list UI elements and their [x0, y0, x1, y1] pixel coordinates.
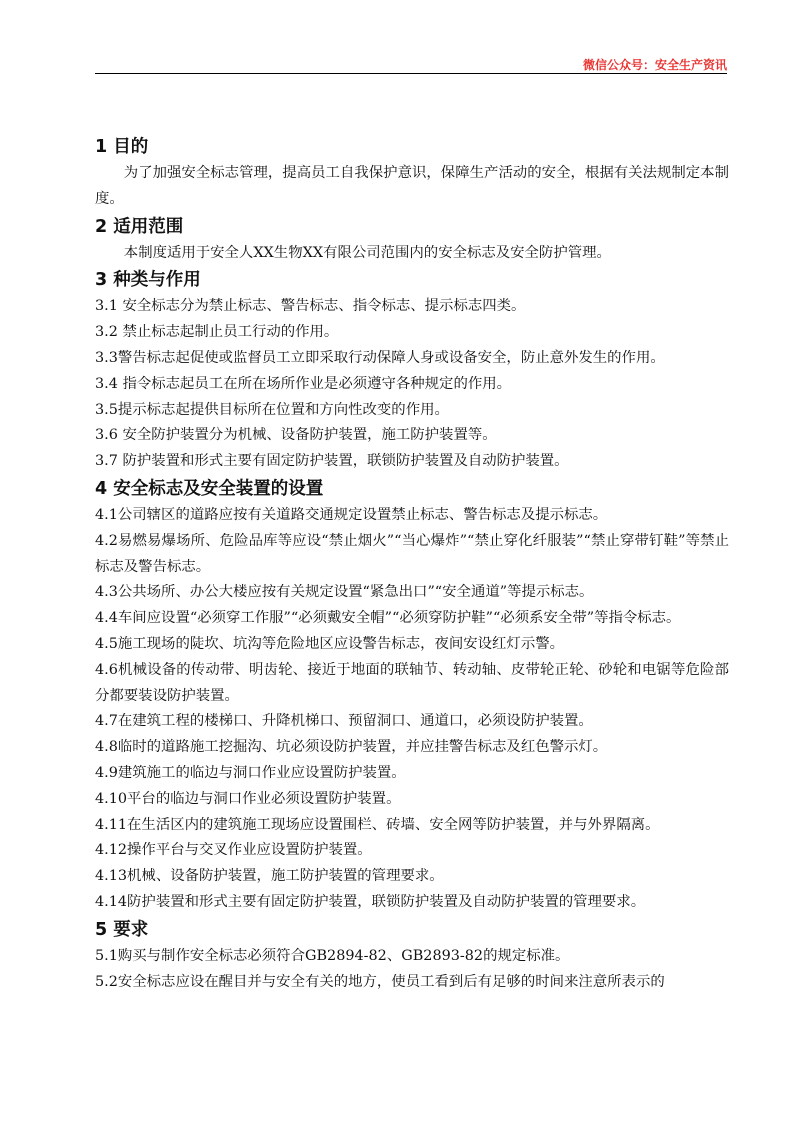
paragraph: 本制度适用于安全人XX生物XX有限公司范围内的安全标志及安全防护管理。 — [123, 244, 611, 261]
paragraph: 3.2 禁止标志起制止员工行动的作用。 — [95, 324, 339, 341]
paragraph: 4.5施工现场的陡坎、坑沟等危险地区应设警告标志，夜间安设红灯示警。 — [95, 635, 564, 652]
section-heading: 1 目的 — [95, 137, 149, 157]
paragraph: 4.7在建筑工程的楼梯口、升降机梯口、预留洞口、通道口，必须设防护装置。 — [95, 713, 593, 730]
paragraph: 为了加强安全标志管理，提高员工自我保护意识，保障生产活动的安全，根据有关法规制定本制度。 — [95, 165, 729, 207]
paragraph: 3.1 安全标志分为禁止标志、警告标志、指令标志、提示标志四类。 — [95, 298, 526, 315]
paragraph: 5.2安全标志应设在醒目并与安全有关的地方，使员工看到后有足够的时间来注意所表示的 — [95, 973, 665, 990]
paragraph: 4.2易燃易爆场所、危险品库等应设“禁止烟火”“当心爆炸”“禁止穿化纤服装”“禁止穿带钉鞋”等禁止标志及警告标志。 — [95, 532, 729, 575]
header-rule — [95, 73, 727, 74]
paragraph: 4.13机械、设备防护装置，施工防护装置的管理要求。 — [95, 868, 444, 885]
paragraph: 4.4车间应设置“必须穿工作服”“必须戴安全帽”“必须穿防护鞋”“必须系安全带”等指令标志。 — [95, 610, 681, 627]
section-heading: 3 种类与作用 — [95, 270, 201, 291]
paragraph: 3.4 指令标志起员工在所在场所作业是必须遵守各种规定的作用。 — [95, 375, 512, 392]
section-heading: 5 要求 — [95, 919, 149, 940]
section-heading: 2 适用范围 — [95, 216, 184, 237]
paragraph: 3.5提示标志起提供目标所在位置和方向性改变的作用。 — [95, 401, 449, 418]
section-heading: 4 安全标志及安全装置的设置 — [95, 478, 324, 499]
paragraph: 4.6机械设备的传动带、明齿轮、接近于地面的联轴节、转动轴、皮带轮正轮、砂轮和电锯等危险部分都要装设防护装置。 — [95, 661, 729, 704]
paragraph: 4.9建筑施工的临边与洞口作业应设置防护装置。 — [95, 764, 406, 781]
paragraph: 4.12操作平台与交叉作业应设置防护装置。 — [95, 842, 372, 859]
paragraph: 3.6 安全防护装置分为机械、设备防护装置，施工防护装置等。 — [95, 427, 497, 444]
paragraph: 4.8临时的道路施工挖掘沟、坑必须设防护装置，并应挂警告标志及红色警示灯。 — [95, 739, 608, 756]
document-body — [95, 133, 729, 995]
paragraph: 3.3警告标志起促使或监督员工立即采取行动保障人身或设备安全，防止意外发生的作用。 — [95, 349, 665, 366]
paragraph: 4.11在生活区内的建筑施工现场应设置围栏、砖墙、安全网等防护装置，并与外界隔离。 — [95, 816, 660, 833]
paragraph: 3.7 防护装置和形式主要有固定防护装置，联锁防护装置及自动防护装置。 — [95, 453, 569, 470]
paragraph: 4.14防护装置和形式主要有固定防护装置，联锁防护装置及自动防护装置的管理要求。 — [95, 893, 646, 910]
paragraph: 4.1公司辖区的道路应按有关道路交通规定设置禁止标志、警告标志及提示标志。 — [95, 506, 608, 523]
paragraph: 4.10平台的临边与洞口作业必须设置防护装置。 — [95, 790, 401, 807]
paragraph: 4.3公共场所、办公大楼应按有关规定设置“紧急出口”“安全通道”等提示标志。 — [95, 584, 594, 601]
header-watermark: 微信公众号：安全生产资讯 — [582, 58, 727, 72]
paragraph: 5.1购买与制作安全标志必须符合GB2894-82、GB2893-82的规定标准。 — [95, 947, 570, 964]
